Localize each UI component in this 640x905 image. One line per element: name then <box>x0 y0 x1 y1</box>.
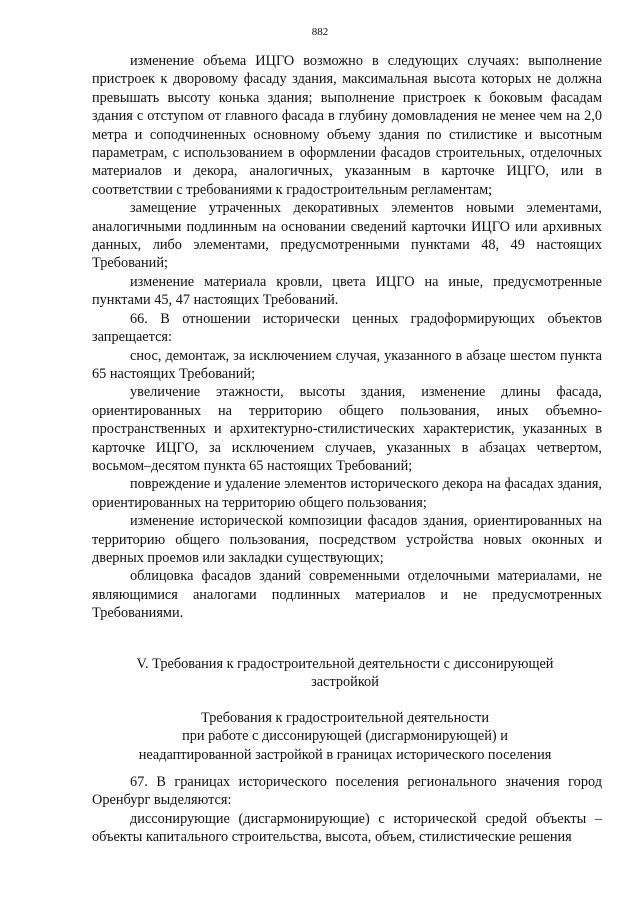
paragraph: изменение материала кровли, цвета ИЦГО на иные, предусмотренные пунктами 45, 47 настоящих Требований. <box>92 273 602 309</box>
sub-heading-line: неадаптированной застройкой в границах исторического поселения <box>138 746 552 763</box>
paragraph: 67. В границах исторического поселения регионального значения город Оренбург выделяются: <box>92 774 602 809</box>
paragraph: облицовка фасадов зданий современными отделочными материалами, не являющимися аналогами подлинных материалов и не предусмотренных Требованиями. <box>92 568 602 622</box>
paragraph: снос, демонтаж, за исключением случая, указанного в абзаце шестом пункта 65 настоящих Требований; <box>92 347 602 382</box>
page-number: 882 <box>311 26 329 38</box>
section-heading <box>100 655 590 692</box>
paragraph: повреждение и удаление элементов исторического декора на фасадах здания, ориентированных на территорию общего пользования; <box>92 476 602 511</box>
sub-heading <box>100 709 590 764</box>
paragraph: 66. В отношении исторически ценных градоформирующих объектов запрещается: <box>92 310 602 346</box>
section-heading-line: V. Требования к градостроительной деятельности с диссонирующей <box>136 656 554 672</box>
paragraph: увеличение этажности, высоты здания, изменение длины фасада, ориентированных на территорию общего пользования, иных объемно-пространственных и архитектурно-стилистических характеристик, указанных в карточке ИЦГО, за исключением случаев, указанных в абзацах четвертом, восьмом–десятом пункта 65 настоящих Требований; <box>92 384 602 474</box>
paragraph: изменение исторической композиции фасадов здания, ориентированных на территорию общего пользования, посредством устройства новых оконных и дверных проемов или закладки существующих; <box>92 513 602 566</box>
sub-heading-line: Требования к градостроительной деятельности <box>201 710 489 726</box>
tail-text-block <box>92 773 602 847</box>
sub-heading-line: при работе с диссонирующей (дисгармонирующей) и <box>182 728 508 745</box>
section-heading-line: застройкой <box>311 674 379 691</box>
paragraph: диссонирующие (дисгармонирующие) с исторической средой объекты – объекты капитального строительства, высота, объем, стилистические решения <box>92 810 602 846</box>
paragraph: замещение утраченных декоративных элементов новыми элементами, аналогичными подлинным на основании сведений карточки ИЦГО или архивных данных, либо элементами, предусмотренными пунктами 48, 49 настоящих Требований; <box>92 200 602 272</box>
main-text-block <box>92 52 602 623</box>
paragraph: изменение объема ИЦГО возможно в следующих случаях: выполнение пристроек к дворовому фасаду здания, максимальная высота которых не должна превышать высоту конька здания; выполнение пристроек к боковым фасадам здания с отступом от главного фасада в глубину домовладения не менее чем на 2,0 метра и соподчиненных основному объему здания по стилистике и высотным параметрам, с использованием в оформлении фасадов строительных, отделочных материалов и декора, аналогичных, указанным в карточке ИЦГО, или в соответствии с требованиями к градостроительным регламентам; <box>92 53 602 198</box>
